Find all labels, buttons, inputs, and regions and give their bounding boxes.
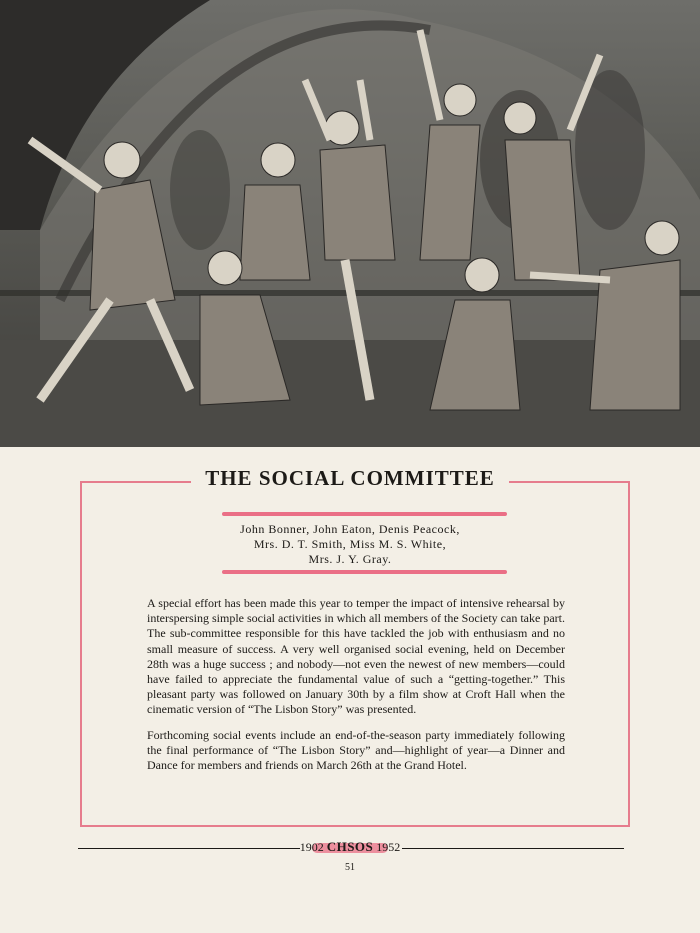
committee-line-3: Mrs. J. Y. Gray. — [308, 552, 392, 566]
page-number: 51 — [345, 862, 355, 873]
dancers-photo-icon — [0, 0, 700, 447]
footer-org: CHSOS — [326, 839, 374, 854]
title-wrap — [0, 466, 700, 491]
body-text — [147, 596, 565, 783]
pink-rule-bottom — [222, 570, 507, 574]
paragraph-2: Forthcoming social events include an end-of-the-season party immediately following the final performance of “The Lisbon Story” and—highlight of year—a Dinner and Dance for members and friends on March 26th at the Grand Hotel. — [147, 727, 565, 773]
paragraph-1: A special effort has been made this year to temper the impact of intensive rehearsal by interspersing simple social activities in which all members of the Society can take part. The sub-committee responsible for this have tackled the job with enthusiasm and no small measure of success. A very well organised social evening, held on December 28th was a huge success ; and nobody—not even the newest of new members—could have failed to appreciate the fundamental value of such a “getting-together.” This pleasant party was followed on January 30th by a film show at Croft Hall when the cinematic version of “The Lisbon Story” was presented. — [147, 596, 565, 717]
committee-line-1: John Bonner, John Eaton, Denis Peacock, — [240, 522, 460, 536]
pink-rule-top — [222, 512, 507, 516]
committee-line-2: Mrs. D. T. Smith, Miss M. S. White, — [253, 537, 447, 551]
dancers-photo — [0, 0, 700, 447]
page-title: THE SOCIAL COMMITTEE — [191, 466, 509, 491]
footer — [0, 839, 700, 855]
committee-list — [0, 522, 700, 567]
footer-year-start: 1902 — [299, 840, 324, 854]
footer-year-end: 1952 — [376, 840, 401, 854]
